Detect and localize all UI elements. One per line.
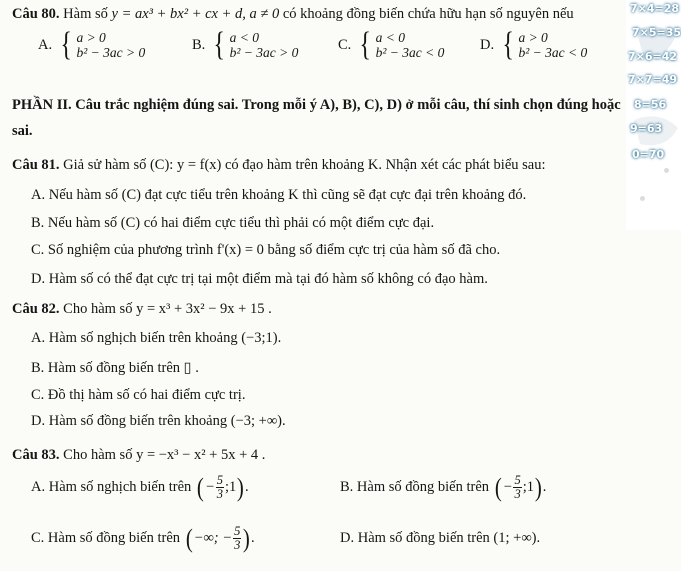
cond-1: a > 0	[76, 30, 106, 45]
part-2-heading: PHẦN II. Câu trắc nghiệm đúng sai. Trong mỗi ý A), B), C), D) ở mỗi câu, thí sinh chọn đúng hoặc	[12, 97, 621, 113]
q82-statement-c[interactable]: C. Đồ thị hàm số có hai điểm cực trị.	[31, 387, 246, 403]
cond-2: b² − 3ac > 0	[229, 45, 299, 60]
fraction-denominator: 3	[514, 487, 521, 501]
minus-sign: −	[204, 479, 215, 495]
multiplication-sticker-strip	[626, 0, 681, 230]
sticker-text: 7×6=42	[628, 50, 678, 63]
cond-1: a > 0	[518, 30, 548, 45]
statement-text: A. Hàm số nghịch biến trên	[31, 479, 192, 495]
fraction-denominator: 3	[216, 487, 223, 501]
sticker-text: 7×7=49	[628, 73, 678, 86]
q82-statement-a[interactable]: A. Hàm số nghịch biến trên khoảng (−3;1).	[31, 330, 282, 346]
stem-text: Cho hàm số y = x³ + 3x² − 9x + 15 .	[63, 301, 272, 317]
sticker-text: 7×4=28	[630, 2, 680, 15]
sticker-text: 0=70	[632, 148, 665, 161]
q82-statement-b[interactable]: B. Hàm số đồng biến trên ▯ .	[31, 360, 199, 376]
paren-close: )	[534, 472, 542, 502]
question-label: Câu 83.	[12, 447, 60, 463]
system: { a > 0 b² − 3ac < 0	[502, 26, 588, 63]
fraction-numerator: 5	[234, 524, 241, 538]
question-label: Câu 81.	[12, 157, 60, 173]
q83-statement-c[interactable]: C. Hàm số đồng biến trên ( −∞; − $\frac{5}{3}$ ) .	[31, 523, 255, 553]
paren-close: )	[243, 523, 251, 553]
cond-1: a < 0	[229, 30, 259, 45]
cond-2: b² − 3ac < 0	[375, 45, 445, 60]
sticker-text: 8=56	[634, 98, 667, 111]
q83-statement-b[interactable]: B. Hàm số đồng biến trên ( − $\frac{5}{3}$ ;1 ) .	[340, 472, 547, 502]
interval-tail: ;1	[522, 479, 535, 495]
stem-formula: y = ax³ + bx² + cx + d, a ≠ 0	[111, 6, 280, 22]
paren-close: )	[237, 472, 245, 502]
option-b[interactable]	[192, 28, 298, 62]
statement-text: B. Hàm số đồng biến trên	[340, 479, 490, 495]
q83-statement-a[interactable]: A. Hàm số nghịch biến trên ( − $\frac{5}{3}$ ;1 ) .	[31, 472, 249, 502]
paren-open: (	[185, 523, 193, 553]
cond-1: a < 0	[375, 30, 405, 45]
fraction-denominator: 3	[234, 538, 241, 552]
option-letter: B.	[192, 36, 206, 53]
option-letter: C.	[338, 36, 352, 53]
system: { a < 0 b² − 3ac < 0	[359, 26, 445, 63]
minus-sign: −	[502, 479, 513, 495]
interval-tail: ;1	[225, 479, 237, 495]
interval-head: −∞; −	[193, 530, 233, 546]
q81-statement-c[interactable]: C. Số nghiệm của phương trình f'(x) = 0 bằng số điểm cực trị của hàm số đã cho.	[31, 242, 501, 258]
option-c[interactable]	[338, 28, 444, 62]
option-letter: D.	[480, 36, 495, 53]
question-80-stem	[12, 5, 574, 23]
q81-statement-b[interactable]: B. Nếu hàm số (C) có hai điểm cực tiểu thì phải có một điểm cực đại.	[31, 215, 435, 231]
question-83-stem	[12, 446, 265, 464]
sticker-text: 9=63	[630, 122, 663, 135]
option-letter: A.	[38, 36, 53, 53]
fraction	[513, 474, 521, 501]
cond-2: b² − 3ac < 0	[518, 45, 588, 60]
fraction	[216, 474, 224, 501]
paren-open: (	[197, 472, 205, 502]
decorative-dot	[640, 196, 645, 201]
cond-2: b² − 3ac > 0	[76, 45, 146, 60]
stem-text: Giả sử hàm số (C): y = f(x) có đạo hàm trên khoảng K. Nhận xét các phát biểu sau:	[63, 157, 546, 173]
stem-text: có khoảng đồng biến chứa hữu hạn số nguyên nếu	[282, 6, 574, 22]
stem-text: Hàm số	[63, 6, 108, 22]
q83-statement-d[interactable]: D. Hàm số đồng biến trên (1; +∞).	[340, 530, 541, 546]
question-81-stem	[12, 156, 546, 174]
decorative-dot	[664, 168, 669, 173]
statement-text: C. Hàm số đồng biến trên	[31, 530, 181, 546]
q81-statement-a[interactable]: A. Nếu hàm số (C) đạt cực tiểu trên khoảng K thì cũng sẽ đạt cực đại trên khoảng đó.	[31, 187, 527, 203]
question-label: Câu 80.	[12, 6, 60, 22]
question-label: Câu 82.	[12, 301, 60, 317]
system: { a < 0 b² − 3ac > 0	[213, 26, 299, 63]
part-2-heading-cont: sai.	[12, 123, 33, 139]
question-82-stem	[12, 300, 272, 318]
sticker-text: 7×5=35	[632, 26, 681, 39]
stem-text: Cho hàm số y = −x³ − x² + 5x + 4 .	[63, 447, 266, 463]
fraction-numerator: 5	[514, 473, 521, 487]
option-d[interactable]	[480, 28, 587, 62]
paren-open: (	[494, 472, 502, 502]
system: { a > 0 b² − 3ac > 0	[60, 26, 146, 63]
option-a[interactable]	[38, 28, 145, 62]
q82-statement-d[interactable]: D. Hàm số đồng biến trên khoảng (−3; +∞).	[31, 413, 286, 429]
fraction-numerator: 5	[216, 473, 223, 487]
fraction	[233, 525, 241, 552]
q81-statement-d[interactable]: D. Hàm số có thể đạt cực trị tại một điểm mà tại đó hàm số không có đạo hàm.	[31, 271, 488, 287]
